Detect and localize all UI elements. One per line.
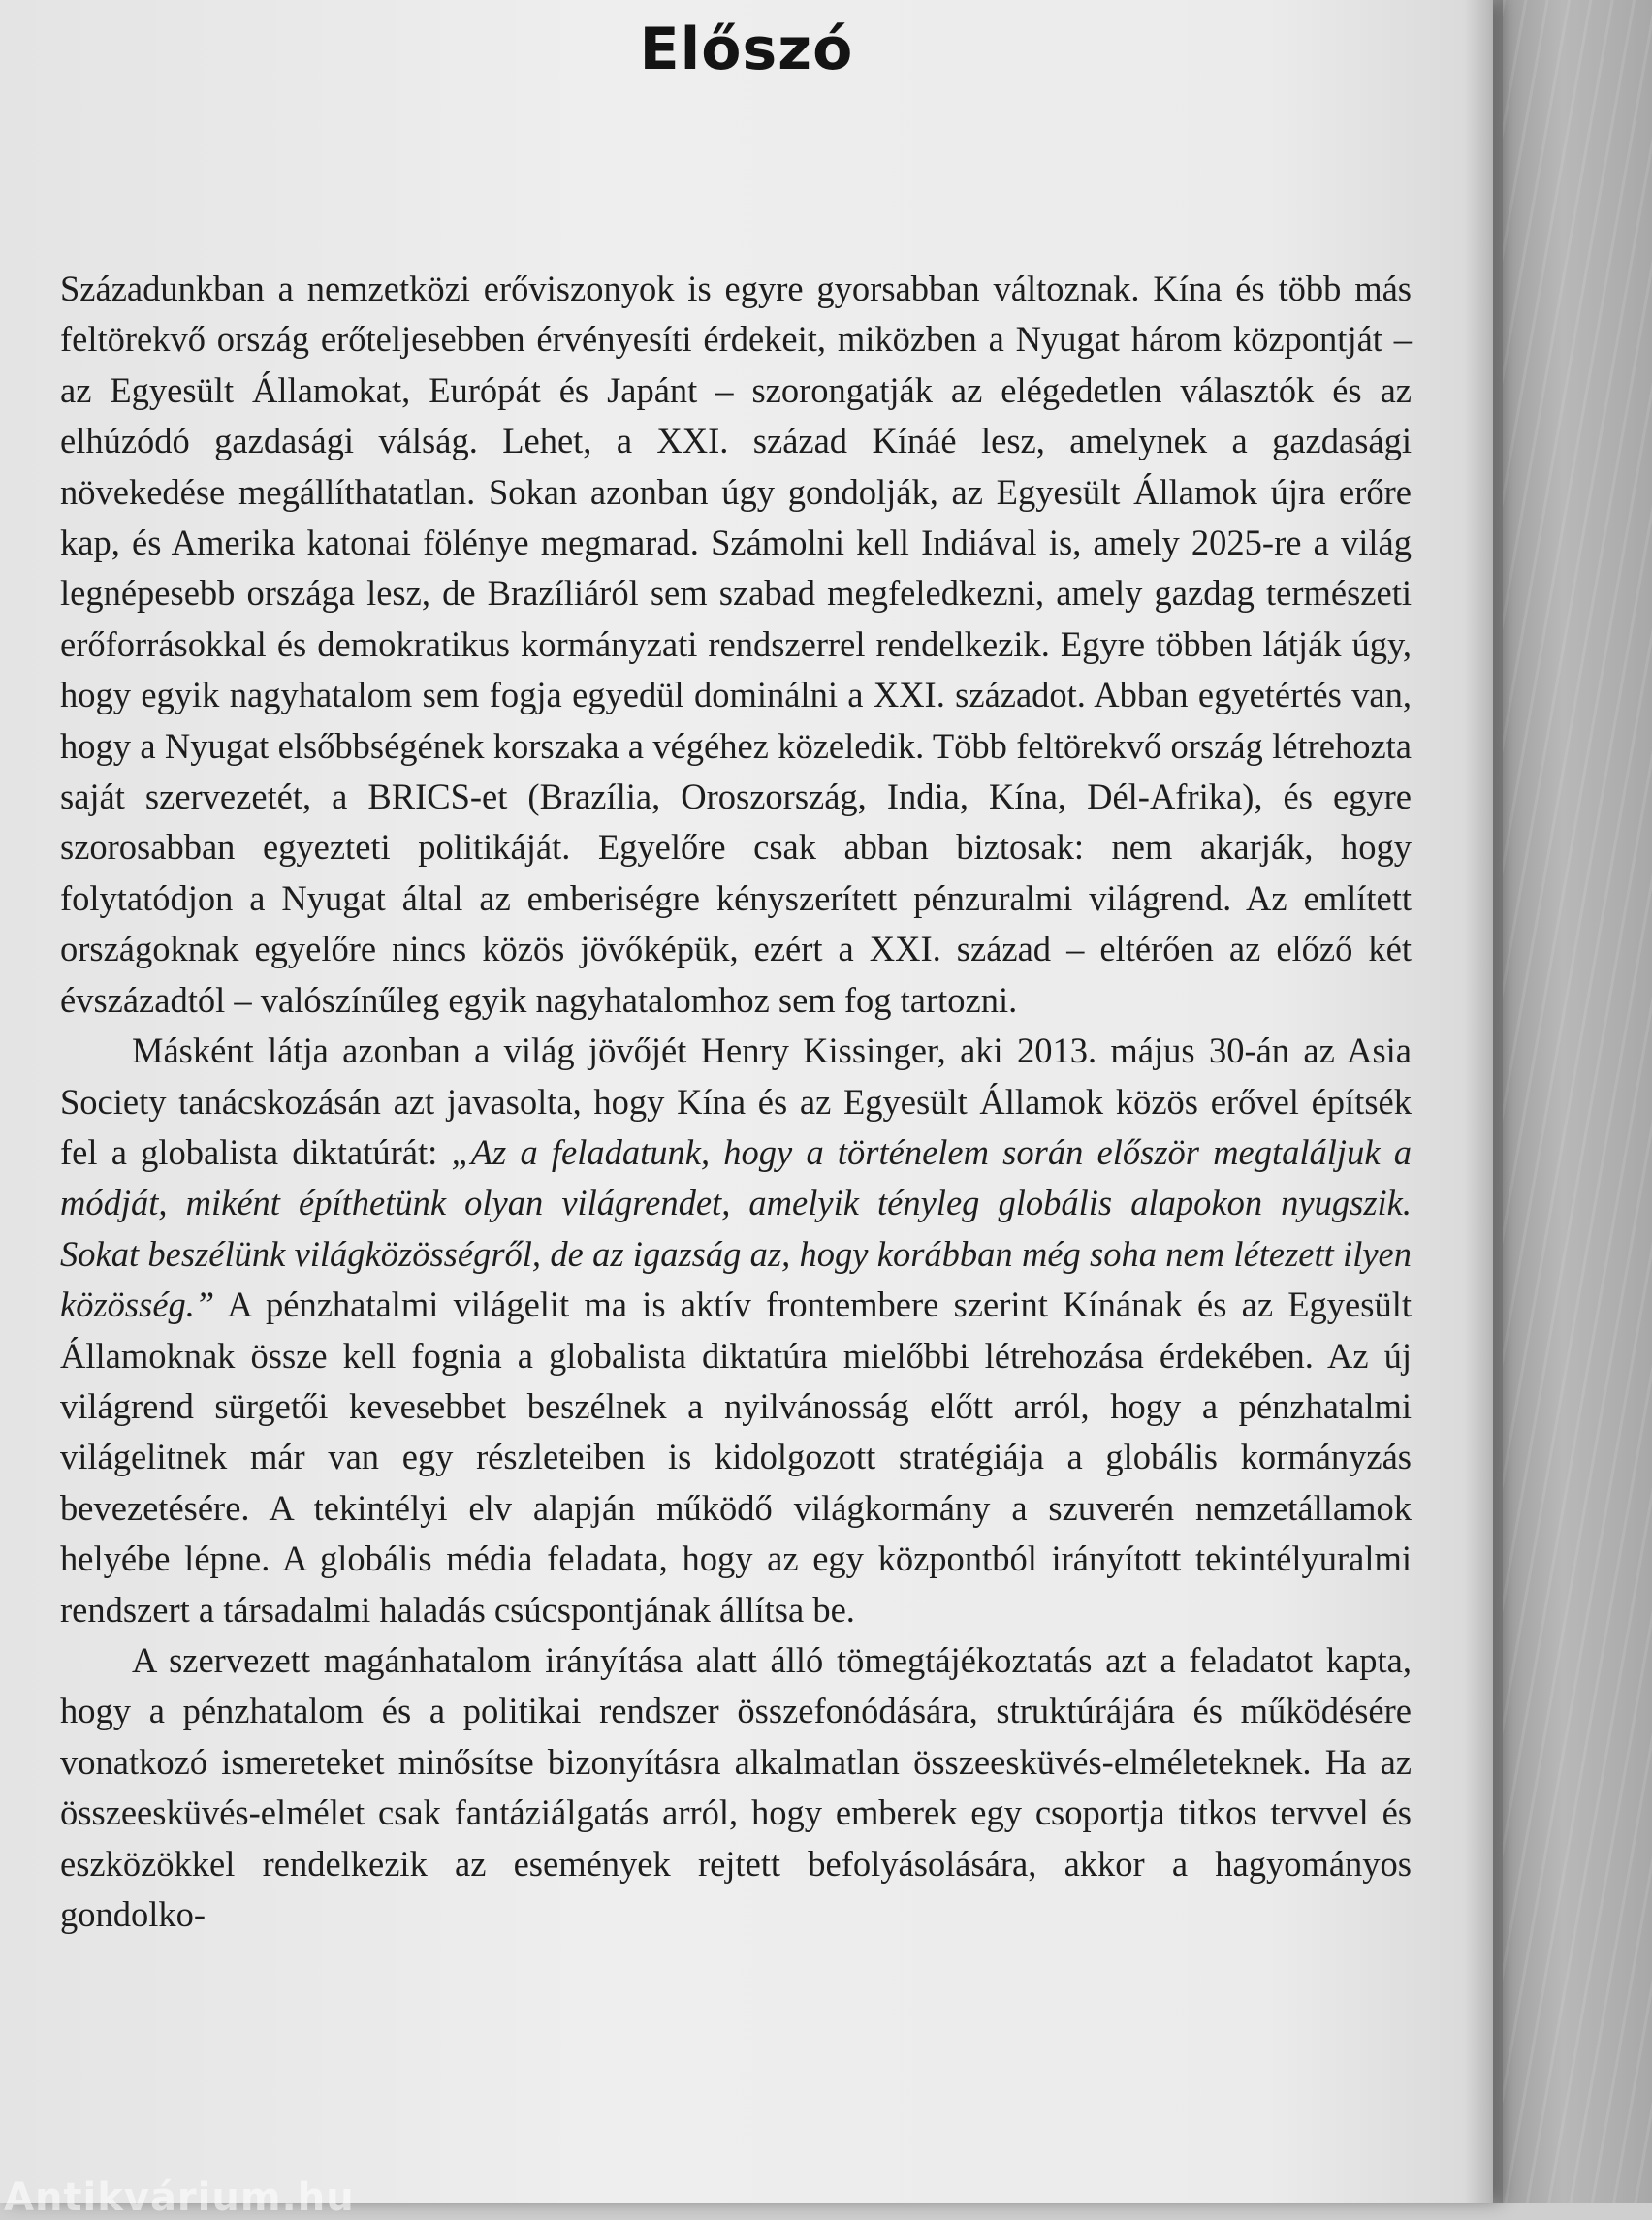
paragraph-2-lead: Másként látja azonban a világ jövőjét Henry Kissinger, aki 2013. május 30-án az Asia Society tanácskozásán azt javasolta, hogy Kína és az Egyesült Államok közös erővel építsék fel a globalista diktatúrát: bbox=[60, 1031, 1412, 1172]
wooden-surface bbox=[1503, 0, 1652, 2203]
watermark: Antikvárium.hu bbox=[4, 2175, 355, 2220]
kissinger-quote: „Az a feladatunk, hogy a történelem során először megtaláljuk a módját, miként építhetünk olyan világrendet, amelyik tényleg globális alapokon nyugszik. Sokat beszélünk világközösségről, de az igazság az, hogy korábban még soha nem létezett ilyen közösség.” bbox=[60, 1131, 1412, 1325]
paragraph-1: Századunkban a nemzetközi erőviszonyok is egyre gyorsabban változnak. Kína és több más feltörekvő ország erőteljesebben érvényesíti érdekeit, miközben a Nyugat három központját – az Egyesült Államokat, Európát és Japánt – szorongatják az elégedetlen választók és az elhúzódó gazdasági válság. Lehet, a XXI. század Kínáé lesz, amelynek a gazdasági növekedése megállíthatatlan. Sokan azonban úgy gondolják, az Egyesült Államok újra erőre kap, és Amerika katonai fölénye megmarad. Számolni kell Indiával is, amely 2025-re a világ legnépesebb országa lesz, de Brazíliáról sem szabad megfeledkezni, amely gazdag természeti erőforrásokkal és demokratikus kormányzati rendszerrel rendelkezik. Egyre többen látják úgy, hogy egyik nagyhatalom sem fogja egyedül dominálni a XXI. századot. Abban egyetértés van, hogy a Nyugat elsőbbségének korszaka a végéhez közeledik. Több feltörekvő ország létrehozta saját szervezetét, a BRICS-et (Brazília, Oroszország, India, Kína, Dél-Afrika), és egyre szorosabban egyezteti politikáját. Egyelőre csak abban biztosak: nem akarják, hogy folytatódjon a Nyugat által az emberiségre kényszerített pénzuralmi világrend. Az említett országoknak egyelőre nincs közös jövőképük, ezért a XXI. század – eltérően az előző két évszázadtól – valószínűleg egyik nagyhatalomhoz sem fog tartozni. bbox=[60, 269, 1412, 1020]
paragraph-2-rest: A pénzhatalmi világelit ma is aktív frontembere szerint Kínának és az Egyesült Államoknak össze kell fognia a globalista diktatúra mielőbbi létrehozása érdekében. Az új világrend sürgetői kevesebbet beszélnek a nyilvánosság előtt arról, hogy a pénzhatalmi világelitnek már van egy részleteiben is kidolgozott stratégiája a globális kormányzás bevezetésére. A tekintélyi elv alapján működő világkormány a szuverén nemzetállamok helyébe lépne. A globális média feladata, hogy az egy központból irányított tekintélyuralmi rendszert a társadalmi haladás csúcspontjának állítsa be. bbox=[60, 1284, 1412, 1630]
body-text bbox=[60, 264, 1412, 1940]
paragraph-2 bbox=[60, 1026, 1412, 1635]
paragraph-3: A szervezett magánhatalom irányítása alatt álló tömegtájékoztatás azt a feladatot kapta, hogy a pénzhatalom és a politikai rendszer összefonódására, struktúrájára és működésére vonatkozó ismereteket minősítse bizonyításra alkalmatlan összeesküvés-elméleteknek. Ha az összeesküvés-elmélet csak fantáziálgatás arról, hogy emberek egy csoportja titkos tervvel és eszközökkel rendelkezik az események rejtett befolyásolására, akkor a hagyományos gondolko- bbox=[60, 1639, 1412, 1934]
page-title: Előszó bbox=[639, 16, 854, 83]
page-fold-shadow bbox=[1464, 0, 1503, 2203]
